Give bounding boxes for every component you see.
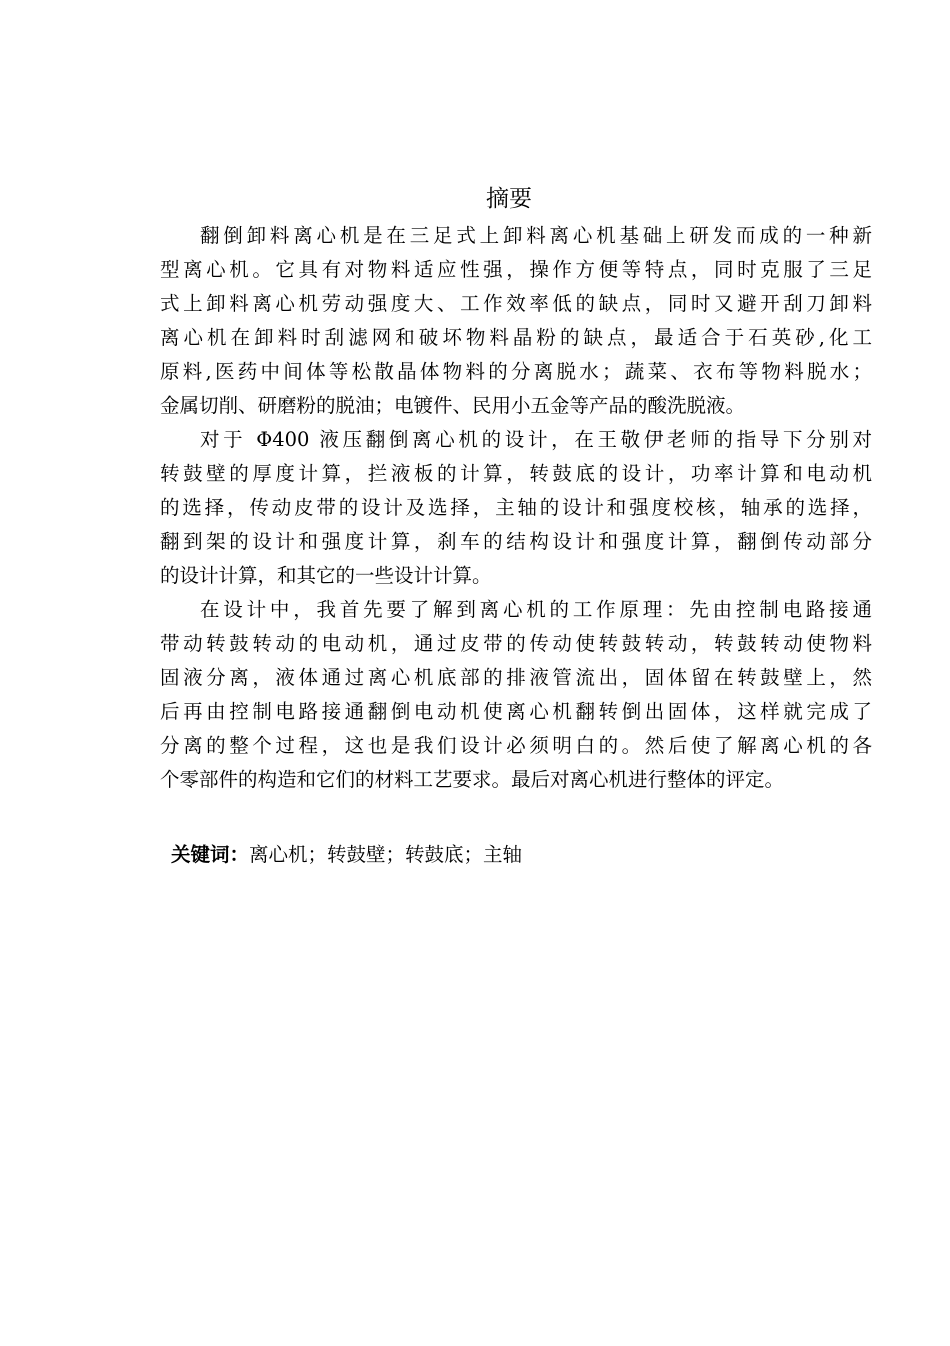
text-line: 原料,医药中间体等松散晶体物料的分离脱水；蔬菜、衣布等物料脱水； [160,360,872,383]
text-line: 型离心机。它具有对物料适应性强，操作方便等特点，同时克服了三足 [160,258,872,281]
text-line: 转鼓壁的厚度计算，拦液板的计算，转鼓底的设计，功率计算和电动机 [160,462,872,485]
text-line: 对于 Φ400 液压翻倒离心机的设计，在王敬伊老师的指导下分别对 [200,428,872,451]
paragraph-2 [160,423,872,593]
text-line: 金属切削、研磨粉的脱油；电镀件、民用小五金等产品的酸洗脱液。 [160,394,746,417]
text-line: 的选择，传动皮带的设计及选择，主轴的设计和强度校核，轴承的选择， [160,496,872,519]
text-line: 离心机在卸料时刮滤网和破坏物料晶粉的缺点，最适合于石英砂,化工 [160,326,872,349]
keywords-label: 关键词： [171,843,250,866]
paragraph-1 [160,219,872,423]
text-line: 固液分离，液体通过离心机底部的排液管流出，固体留在转鼓壁上，然 [160,666,872,689]
abstract-body [160,219,872,797]
text-line: 后再由控制电路接通翻倒电动机使离心机翻转倒出固体，这样就完成了 [160,700,872,723]
page-title: 摘要 [486,186,532,212]
keywords-text: 离心机；转鼓壁；转鼓底；主轴 [249,843,523,866]
text-line: 分离的整个过程，这也是我们设计必须明白的。然后使了解离心机的各 [160,734,872,757]
text-line: 翻到架的设计和强度计算，刹车的结构设计和强度计算，翻倒传动部分 [160,530,872,553]
text-line: 个零部件的构造和它们的材料工艺要求。最后对离心机进行整体的评定。 [160,768,785,791]
keywords-line [171,838,522,872]
text-line: 带动转鼓转动的电动机，通过皮带的传动使转鼓转动，转鼓转动使物料 [160,632,872,655]
text-line: 翻倒卸料离心机是在三足式上卸料离心机基础上研发而成的一种新 [200,224,872,247]
text-line: 在设计中，我首先要了解到离心机的工作原理：先由控制电路接通 [200,598,872,621]
text-line: 式上卸料离心机劳动强度大、工作效率低的缺点，同时又避开刮刀卸料 [160,292,872,315]
paragraph-3 [160,593,872,797]
text-line: 的设计计算，和其它的一些设计计算。 [160,564,492,587]
